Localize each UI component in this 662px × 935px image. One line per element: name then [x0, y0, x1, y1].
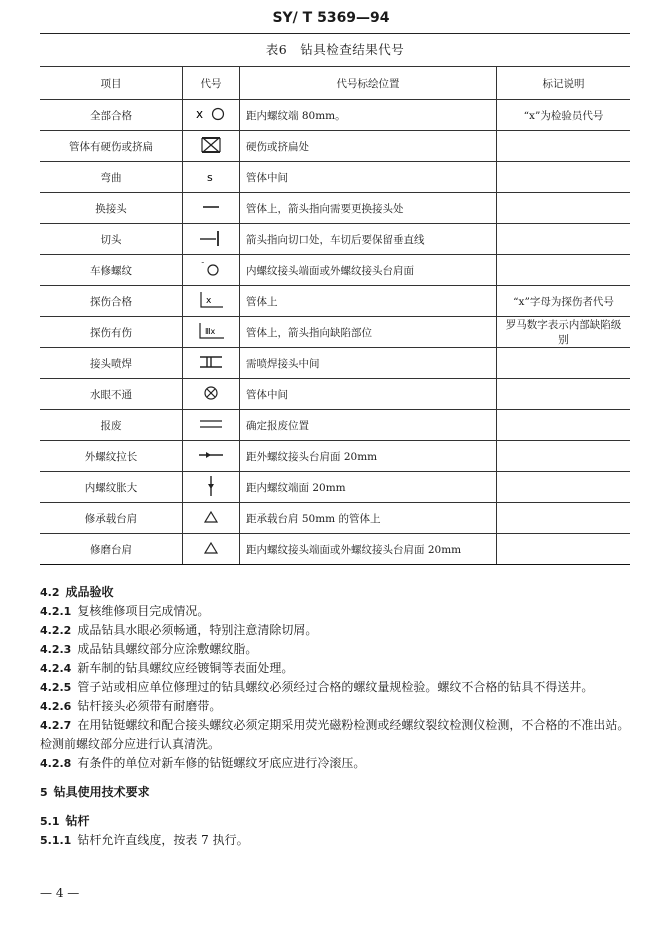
row-item: 换接头 [40, 193, 183, 224]
row-note [497, 224, 631, 255]
table-row [40, 503, 630, 534]
row-code-symbol [183, 100, 240, 131]
table-row [40, 193, 630, 224]
section-heading [40, 812, 630, 831]
svg-text:x: x [196, 106, 204, 121]
row-code-symbol [183, 472, 240, 503]
row-code-symbol [183, 224, 240, 255]
clause-text: 成品钻具螺纹部分应涂敷螺纹脂。 [77, 642, 258, 656]
triangle-icon [202, 509, 220, 528]
column-header-position: 代号标绘位置 [240, 67, 497, 100]
dash-icon [199, 201, 223, 216]
table-header-row [40, 67, 630, 100]
table-row [40, 131, 630, 162]
clause-text: 复核维修项目完成情况。 [77, 604, 210, 618]
clause-paragraph [40, 678, 630, 697]
row-code-symbol [183, 534, 240, 565]
row-code-symbol [183, 286, 240, 317]
row-note [497, 534, 631, 565]
row-item: 探伤合格 [40, 286, 183, 317]
table-row [40, 534, 630, 565]
row-position: 内螺纹接头端面或外螺纹接头台肩面 [240, 255, 497, 286]
section-heading [40, 583, 630, 602]
row-item: 接头喷焊 [40, 348, 183, 379]
row-note: “x”字母为探伤者代号 [497, 286, 631, 317]
row-note [497, 162, 631, 193]
vertical-arrow-icon [205, 474, 217, 501]
row-item: 修磨台肩 [40, 534, 183, 565]
clause-text: 在用钻铤螺纹和配合接头螺纹必须定期采用荧光磁粉检测或经螺纹裂纹检测仪检测，不合格的不准出站。检测前螺纹部分应进行认真清洗。 [40, 718, 630, 751]
circle-x-icon [202, 384, 220, 405]
clause-text: 钻杆接头必须带有耐磨带。 [77, 699, 222, 713]
row-position: 箭头指向切口处，车切后要保留垂直线 [240, 224, 497, 255]
row-position: 管体中间 [240, 379, 497, 410]
clause-text: 成品钻具水眼必须畅通，特别注意清除切屑。 [77, 623, 318, 637]
row-item: 全部合格 [40, 100, 183, 131]
cut-mark-icon [198, 229, 224, 250]
row-position: 距内螺纹接头端面或外螺纹接头台肩面 20mm [240, 534, 497, 565]
clause-number: 4.2.8 [40, 757, 72, 770]
table-row [40, 100, 630, 131]
x-circle-icon [194, 106, 228, 125]
double-line-icon [197, 417, 225, 434]
column-header-note: 标记说明 [497, 67, 631, 100]
table-row [40, 379, 630, 410]
clause-paragraph [40, 754, 630, 773]
row-position: 需喷焊接头中间 [240, 348, 497, 379]
row-note [497, 193, 631, 224]
row-note [497, 255, 631, 286]
acceptance-text-body [40, 583, 630, 850]
clause-text: 管子站或相应单位修理过的钻具螺纹必须经过合格的螺纹量规检验。螺纹不合格的钻具不得送井。 [77, 680, 594, 694]
row-note: 罗马数字表示内部缺陷级别 [497, 317, 631, 348]
row-note [497, 379, 631, 410]
row-item: 管体有硬伤或挤扁 [40, 131, 183, 162]
row-position: 管体上，箭头指向缺陷部位 [240, 317, 497, 348]
row-note [497, 348, 631, 379]
clause-text: 钻具使用技术要求 [53, 785, 150, 799]
row-code-symbol [183, 410, 240, 441]
row-position: 距承载台肩 50mm 的管体上 [240, 503, 497, 534]
small-circle-icon [200, 261, 222, 280]
row-item: 修承载台肩 [40, 503, 183, 534]
clause-number: 5.1.1 [40, 834, 72, 847]
clause-text: 有条件的单位对新车修的钻铤螺纹牙底应进行冷滚压。 [77, 756, 366, 770]
row-code-symbol [183, 255, 240, 286]
row-note [497, 472, 631, 503]
clause-number: 5.1 [40, 815, 60, 828]
row-code-symbol [183, 379, 240, 410]
row-position: 距内螺纹端面 20mm [240, 472, 497, 503]
table-row [40, 348, 630, 379]
clause-paragraph [40, 640, 630, 659]
clause-paragraph [40, 602, 630, 621]
row-position: 距外螺纹接头台肩面 20mm [240, 441, 497, 472]
svg-text:Ⅲx: Ⅲx [205, 326, 216, 336]
svg-text:x: x [206, 295, 212, 306]
page-number: — 4 — [40, 886, 80, 900]
row-item: 车修螺纹 [40, 255, 183, 286]
clause-paragraph [40, 697, 630, 716]
weld-mark-icon [197, 354, 225, 373]
table-row [40, 472, 630, 503]
svg-text:˘: ˘ [201, 261, 205, 270]
row-position: 硬伤或挤扁处 [240, 131, 497, 162]
clause-text: 新车制的钻具螺纹应经镀铜等表面处理。 [77, 661, 294, 675]
inspection-code-table [40, 66, 630, 565]
row-code-symbol [183, 503, 240, 534]
row-item: 外螺纹拉长 [40, 441, 183, 472]
row-item: 弯曲 [40, 162, 183, 193]
row-code-symbol [183, 317, 240, 348]
row-code-symbol [183, 131, 240, 162]
corner-x-icon [197, 290, 225, 313]
row-item: 报废 [40, 410, 183, 441]
row-item: 探伤有伤 [40, 317, 183, 348]
table-row [40, 255, 630, 286]
triangle-icon [202, 540, 220, 559]
row-code-symbol [183, 193, 240, 224]
hourglass-box-icon [199, 136, 223, 157]
row-position: 管体上 [240, 286, 497, 317]
clause-paragraph [40, 831, 630, 850]
table-row [40, 441, 630, 472]
table-row [40, 410, 630, 441]
column-header-item: 项目 [40, 67, 183, 100]
clause-paragraph [40, 659, 630, 678]
row-position: 距内螺纹端 80mm。 [240, 100, 497, 131]
row-code-symbol [183, 441, 240, 472]
clause-number: 4.2.1 [40, 605, 72, 618]
clause-paragraph [40, 621, 630, 640]
clause-text: 成品验收 [65, 585, 114, 599]
row-item: 内螺纹胀大 [40, 472, 183, 503]
clause-paragraph [40, 716, 630, 754]
table-row [40, 162, 630, 193]
arrow-line-icon [196, 449, 226, 464]
corner-roman-icon [196, 321, 226, 344]
clause-number: 4.2.5 [40, 681, 72, 694]
clause-number: 4.2.3 [40, 643, 72, 656]
clause-number: 4.2.6 [40, 700, 72, 713]
table-row [40, 317, 630, 348]
table-row [40, 224, 630, 255]
row-note [497, 503, 631, 534]
clause-number: 5 [40, 786, 48, 799]
s-mark-icon [203, 168, 219, 187]
svg-text:s: s [207, 170, 213, 184]
clause-text: 钻杆允许直线度，按表 7 执行。 [77, 833, 249, 847]
row-item: 切头 [40, 224, 183, 255]
row-note [497, 131, 631, 162]
row-code-symbol [183, 348, 240, 379]
header-rule [40, 33, 630, 34]
clause-number: 4.2.7 [40, 719, 72, 732]
row-position: 管体上，箭头指向需要更换接头处 [240, 193, 497, 224]
clause-text: 钻杆 [65, 814, 90, 828]
column-header-code: 代号 [183, 67, 240, 100]
row-code-symbol [183, 162, 240, 193]
clause-number: 4.2.2 [40, 624, 72, 637]
row-position: 管体中间 [240, 162, 497, 193]
clause-number: 4.2.4 [40, 662, 72, 675]
table-row [40, 286, 630, 317]
table-caption: 表6 钻具检查结果代号 [265, 42, 405, 57]
standard-number-header: SY/ T 5369—94 [272, 10, 390, 26]
row-note: “x”为检验员代号 [497, 100, 631, 131]
clause-number: 4.2 [40, 586, 60, 599]
section-heading [40, 783, 630, 802]
row-note [497, 410, 631, 441]
row-note [497, 441, 631, 472]
row-item: 水眼不通 [40, 379, 183, 410]
row-position: 确定报废位置 [240, 410, 497, 441]
